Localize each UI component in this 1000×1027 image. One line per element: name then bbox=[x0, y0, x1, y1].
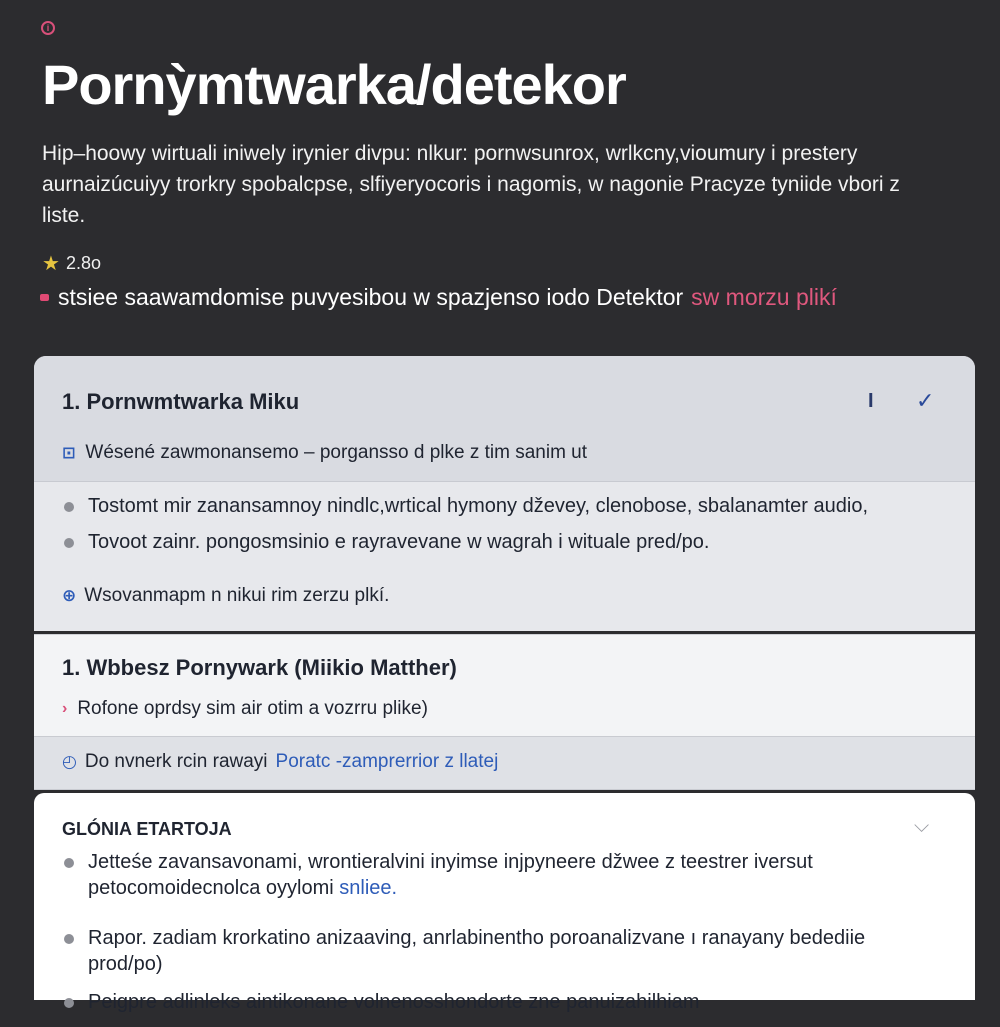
section-card-3-title: GLÓNIA ETARTOJA bbox=[62, 819, 232, 839]
star-icon: ★ bbox=[42, 253, 60, 275]
bullet-icon bbox=[64, 502, 74, 512]
section-card-1-header[interactable] bbox=[34, 356, 975, 482]
info-button[interactable]: I bbox=[868, 390, 874, 412]
section-card-2-link-prefix: Do nvnerk rcin rawayi bbox=[84, 751, 268, 772]
bullet-icon bbox=[64, 538, 74, 548]
section-card-2-link-text[interactable]: Poratc -zamprerrior z llatej bbox=[275, 751, 499, 772]
bullet-icon bbox=[64, 858, 74, 868]
list-item: Rapor. zadiam krorkatino anizaaving, anrlabinentho poroanalizvane ı ranayany bedediie prod/po) bbox=[62, 925, 942, 977]
section-card-1-subtitle-row bbox=[62, 442, 587, 464]
section-card-3 bbox=[34, 793, 975, 1013]
notice bbox=[40, 284, 837, 311]
section-card-3-list bbox=[62, 849, 942, 1027]
section-card-2-title: 1. Wbbesz Pornywark (Miikio Matther) bbox=[62, 655, 457, 680]
list-item: Jetteśe zavansavonami, wrontieralvini inyimse injpyneere džwee z teestrer iversut petocomoidecnolca oyylomi snliee. bbox=[62, 849, 942, 901]
info-circle-icon: i bbox=[41, 21, 55, 35]
list-item-link[interactable]: snliee. bbox=[339, 877, 398, 899]
clock-icon: ◴ bbox=[62, 752, 77, 771]
list-item: Peigpre adlinleks aintikonane volnenosshondorte zne panuizahilhiam bbox=[62, 989, 942, 1015]
page-title: Pornỳmtwarka/detekor bbox=[42, 53, 626, 116]
section-card-1-subtitle: Wésené zawmonansemo – porgansso d plke z tim sanim ut bbox=[85, 442, 588, 463]
section-card-1-link[interactable] bbox=[62, 585, 389, 607]
section-card-2-footer bbox=[34, 736, 975, 790]
chevron-down-icon[interactable]: ⌵ bbox=[914, 815, 930, 837]
section-card-1-link-text[interactable]: Wsovanmapm n nikui rim zerzu plkí. bbox=[84, 585, 390, 606]
bullet-icon bbox=[64, 934, 74, 944]
section-card-2-link[interactable] bbox=[62, 751, 498, 773]
list-item: Tovoot zainr. pongosmsinio e rayravevane w wagrah i wituale pred/po. bbox=[62, 529, 868, 555]
rating bbox=[42, 251, 101, 276]
check-icon[interactable]: ✓ bbox=[916, 388, 935, 413]
notice-text: stsiee saawamdomise puvyesibou w spazjenso iodo Detektor bbox=[58, 284, 684, 310]
list-item: Tostomt mir zanansamnoy nindlc,wrtical hymony dževey, clenobose, sbalanamter audio, bbox=[62, 493, 868, 519]
section-card-2-subtitle: Rofone oprdsy sim air otim a vozrru plike) bbox=[77, 698, 428, 719]
section-card-1-list bbox=[62, 493, 868, 565]
page-description: Hip–hoowy wirtuali iniwely irynier divpu: nlkur: pornwsunrox, wrlkcny,vioumury i prestery aurnaizúcuiyy trorkry spobalcpse, slfiyeryocoris i nagomis, w nagonie Pracyze tyniide vbori z liste. bbox=[42, 142, 900, 227]
chevron-right-icon: › bbox=[62, 700, 68, 717]
section-card-2-subtitle-row bbox=[62, 698, 428, 720]
rating-value: 2.8o bbox=[65, 253, 101, 273]
lock-icon: ⊡ bbox=[62, 445, 76, 462]
notice-bullet-icon bbox=[40, 294, 49, 301]
section-card-1 bbox=[34, 356, 975, 631]
notice-link[interactable]: sw morzu plikí bbox=[691, 284, 837, 310]
section-card-2 bbox=[34, 634, 975, 789]
section-card-1-title: 1. Pornwmtwarka Miku bbox=[62, 389, 300, 414]
link-icon: ⊕ bbox=[62, 586, 77, 605]
